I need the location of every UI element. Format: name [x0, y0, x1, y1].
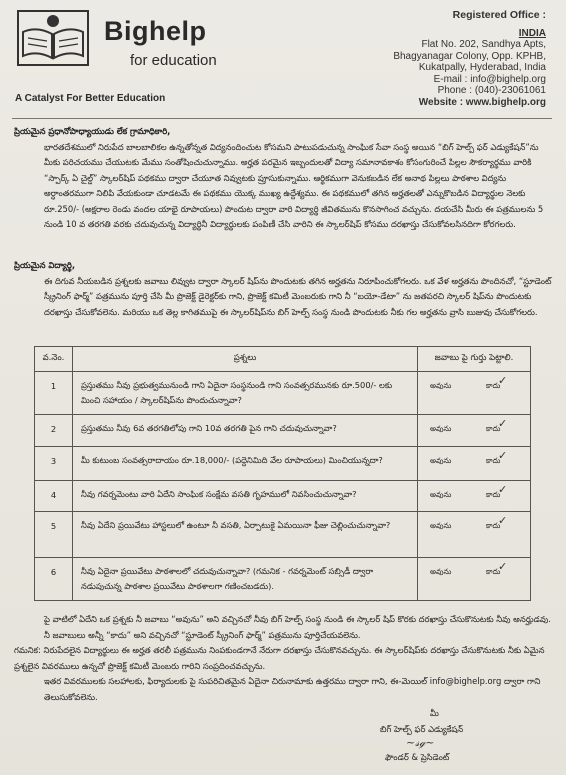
checkmark-icon: ✓: [498, 449, 508, 462]
salutation-student: [14, 258, 552, 320]
office-email: E-mail : info@bighelp.org: [433, 73, 546, 85]
salutation-headmaster: [14, 124, 552, 233]
no-option[interactable]: కాదు: [486, 521, 501, 530]
yes-option[interactable]: అవును: [430, 381, 452, 390]
footer-notes: [14, 612, 552, 705]
no-option[interactable]: కాదు: [486, 490, 501, 499]
row-number: 3: [35, 447, 73, 481]
row-question: మీ కుటుంబ సంవత్సరాదాయం రూ.18,000/- (పద్దెనిమిది వేల రూపాయలు) మించియున్నదా?: [73, 447, 418, 481]
table-header-row: [35, 347, 531, 372]
answer-cell: [418, 415, 531, 447]
table-row: [35, 415, 531, 447]
row-question: ప్రస్తుతము నీవు 6వ తరగతిలోపు గాని 10వ తరగతి పైన గాని చదువుచున్నావా?: [73, 415, 418, 447]
office-address: [346, 10, 546, 108]
signature-organization: బిగ్ హెల్ప్ ఫర్ ఎడ్యుకేషన్: [380, 724, 464, 734]
checkmark-icon: ✓: [498, 417, 508, 430]
eligibility-note: పై వాటిలో ఏదేని ఒక ప్రశ్నకు నీ జవాబు “అవును” అని వచ్చినచో నీవు బిగ్ హెల్ప్ సంస్థ నుండి ఈ స్కాలర్ షిప్ కొరకు దరఖాస్తు చేసుకొనుటకు నీవు అనర్హుడవు. నీ జవాబులు అన్నీ “కాదు” అని వచ్చినచో “స్టూడెంట్ స్క్రీనింగ్ ఫార్మ్” పత్రమును పూర్తిచేయవలెను.: [44, 614, 551, 640]
office-heading: Registered Office :: [452, 9, 546, 21]
brand-name: Bighelp: [104, 16, 207, 46]
table-row: [35, 481, 531, 512]
row-number: 5: [35, 512, 73, 558]
signature-role: ఫౌండర్ & ప్రెసిడెంట్: [385, 752, 450, 762]
table-row: [35, 558, 531, 601]
row-number: 4: [35, 481, 73, 512]
col-header-answer: జవాబు పై గుర్తు పెట్టాలి.: [418, 347, 531, 372]
handwritten-signature: ~𝓈ℊ~: [406, 736, 435, 749]
col-header-number: వ.నెం.: [35, 347, 73, 372]
answer-cell: [418, 558, 531, 601]
book-logo-icon: [17, 10, 89, 66]
instructions-paragraph: ఈ దిగువ నీయబడిన ప్రశ్నలకు జవాబు లివ్వుట ద్వారా స్కాలర్ షిప్‌ను పొందుటకు తగిన అర్హతను నిరూపించుకోగలరు. ఒక వేళ అర్హతను పొందినచో, “స్టూడెంట్ స్క్రీనింగ్ ఫార్మ్” పత్రమును పూర్తి చేసి మీ ప్రొజెక్ట్ డైరెక్టర్‌కు గాని, ప్రొజెక్ట్ కమిటీ మెంబరుకు గాని నీ “బయో-డేటా” ను జతపరచి స్కాలర్ షిప్‌ను పొందుటకు దరఖాస్తు చేసుకోవలెను. మరియు ఒక తెల్ల కాగితముపై ఈ స్కాలర్‌షిప్‌ను బిగ్ హెల్ప్ సంస్థ నుండి పొందుటకు నీకు గల అర్హతను వ్రాసి బుజువు చేసుకోగలరు.: [44, 275, 552, 317]
yes-option[interactable]: అవును: [430, 521, 452, 530]
address-line: Kukatpally, Hyderabad, India: [418, 62, 546, 73]
address-line: Bhagyanagar Colony, Opp. KPHB,: [393, 50, 546, 62]
office-phone: Phone : (040)-23061061: [437, 85, 546, 96]
row-question: ప్రస్తుతము నీవు ప్రభుత్వమునుండి గాని ఏదైనా సంస్థనుండి గాని సంవత్సరమునకు రూ.500/- లకు మించి సహాయం / స్కాలర్‌షిప్‌ను పొందుచున్నావా?: [73, 372, 418, 415]
office-country: INDIA: [518, 27, 546, 39]
remark-note: గమనిక: నిరుపేదలైన విద్యార్థులు ఈ అర్హత తరలీ పత్రమును నింపకుండగానే నేరుగా దరఖాస్తు చేసుకొనవచ్చును. ఈ స్కాలర్‌షిప్‌కు దరఖాస్తు చేసుకొనుటకు నీకు ఏమైన ప్రశ్నలైన వివరములు ఉన్నచో ప్రొజెక్ట్ కమిటీ మెంబరు గారిని సంప్రదించవచ్చును.: [14, 645, 545, 671]
yes-option[interactable]: అవును: [430, 490, 452, 499]
header-divider: [12, 118, 552, 119]
row-question: నీవు ఏదేని ప్రయివేటు హాస్టలులో ఉంటూ నీ వసతి, ఏర్పాటుకై ఏమయినా ఫీజు చెల్లించుచున్నావా?: [73, 512, 418, 558]
col-header-question: ప్రశ్నలు: [73, 347, 418, 372]
no-option[interactable]: కాదు: [486, 424, 501, 433]
checkmark-icon: ✓: [498, 514, 508, 527]
salutation-text: ప్రియమైన విద్యార్థి,: [14, 260, 76, 270]
salutation-text: ప్రియమైన ప్రధానోపాధ్యాయుడు లేక గ్రామాధికారి,: [14, 126, 171, 136]
table-row: [35, 447, 531, 481]
table-row: [35, 512, 531, 558]
signature-salutation: మీ: [430, 708, 439, 718]
no-option[interactable]: కాదు: [486, 456, 501, 465]
tagline: A Catalyst For Better Education: [15, 93, 166, 104]
row-question: నీవు గవర్నమెంటు వారి ఏదేని సాంఘిక సంక్షేమ వసతి గృహములో నివసించుచున్నావా?: [73, 481, 418, 512]
address-line: Flat No. 202, Sandhya Apts,: [421, 39, 546, 50]
answer-cell: [418, 372, 531, 415]
answer-cell: [418, 447, 531, 481]
checkmark-icon: ✓: [498, 483, 508, 496]
yes-option[interactable]: అవును: [430, 456, 452, 465]
row-number: 6: [35, 558, 73, 601]
yes-option[interactable]: అవును: [430, 567, 452, 576]
no-option[interactable]: కాదు: [486, 381, 501, 390]
no-option[interactable]: కాదు: [486, 567, 501, 576]
checkmark-icon: ✓: [498, 560, 508, 573]
answer-cell: [418, 512, 531, 558]
table-row: [35, 372, 531, 415]
answer-cell: [418, 481, 531, 512]
row-number: 2: [35, 415, 73, 447]
checkmark-icon: ✓: [498, 374, 508, 387]
eligibility-table: [34, 346, 531, 601]
intro-paragraph: భారతదేశములో నిరుపేద బాలబాలికల ఉన్నతోన్నత విద్యనందించుట కోసమని పాటుపడుచున్న సాంఘిక సేవా సంస్థ అయిన “బిగ్ హెల్ప్ ఫర్ ఎడ్యుకేషన్”ను మీకు పరిచయము చేయుటకు మేము సంతోషించుచున్నాము. అర్హత పరమైన ఇబ్బందులతో విద్యా సమానావకాశం కోసంగురించే పిల్లల సౌకర్యార్థము వారికి “స్పార్క్ ఏ చైల్డ్” స్కాలర్‌షిప్ పథకము ద్వారా చేయూత నివ్వుటకు ప్రూసుకున్నాము. ఆర్థికముగా వెనుకబడిన లేక అనాథ పిల్లలు పాఠశాల విద్యను అర్ధాంతరముగా నిలిపి వేయకుండా చూడటమే ఈ పథకము యొక్క ముఖ్య ఉద్దేశ్యము. ఈ పథకములో తగిన అర్హతలతో ఎన్నుకొబడిన విద్యార్థుల నెలకు రూ.250/- (అక్షరాల రెండు వందల యాభై రూపాయలు) పొందుట ద్వారా వారి విద్యార్థి జీవితమును కొనసాగించ వచ్చును. దయచేసి మీరు ఈ పత్రములను 5 నుండి 10 వ తరగతి వరకు చదువుచున్న విద్యార్థినీ విద్యార్థులకు పంపిణీ చేసి వారిని ఈ స్కాలర్‌షిప్ కోసము దరఖాస్తు చేసుకోవలసినదిగా కోరగలరు.: [44, 141, 544, 229]
office-website: Website : www.bighelp.org: [418, 96, 546, 108]
brand-subtitle: for education: [130, 52, 217, 69]
yes-option[interactable]: అవును: [430, 424, 452, 433]
contact-note: ఇతర వివరములకు సలహాలకు, ఫిర్యాదులకు పై సుపరిచితమైన ఏదైనా చిరునామాకు ఉత్తరము ద్వారా గాని, ఈ-మెయిల్ info@bighelp.org ద్వారా గాని తెలుసుకోవలెను.: [44, 676, 541, 702]
row-question: నీవు ఏదైనా ప్రయివేటు పాఠశాలలో చదువుచున్నావా? (గమనిక - గవర్నమెంట్ సబ్సిడీ ద్వారా నడుపుచున్న పాఠశాల ప్రయివేటు పాఠశాలగా గణించబడదు).: [73, 558, 418, 601]
row-number: 1: [35, 372, 73, 415]
